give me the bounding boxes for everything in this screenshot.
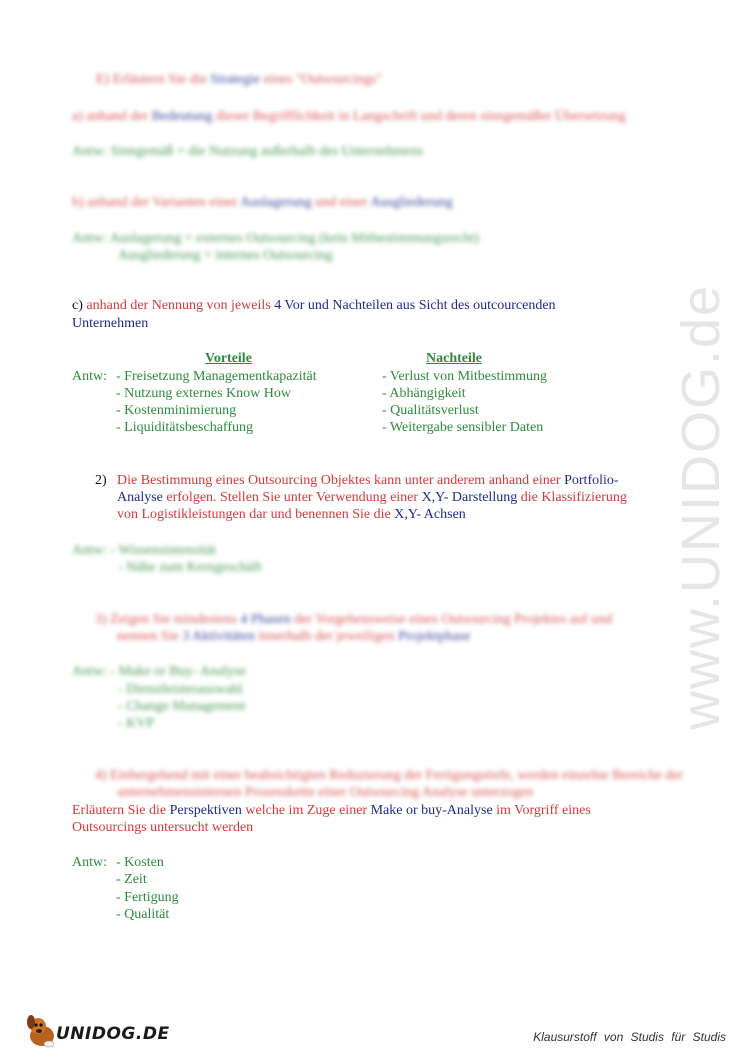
vorteil-item: - Nutzung externes Know How — [116, 386, 291, 401]
nachteil-item: - Qualitätsverlust — [382, 403, 479, 418]
question-a — [72, 108, 626, 125]
nachteil-item: - Abhängigkeit — [382, 386, 466, 401]
question-3-keyword-3: Projektphase — [398, 629, 471, 644]
vorteile-heading: Vorteile — [205, 351, 252, 366]
question-2-number: 2) — [95, 473, 107, 488]
question-2-keyword-2: Analyse — [117, 490, 163, 505]
vorteil-item: - Kostenminimierung — [116, 403, 237, 418]
footer-logo[interactable] — [22, 1010, 182, 1050]
question-b — [72, 194, 453, 211]
question-e-number: E) — [96, 72, 110, 87]
question-b-keyword-2: Ausgliederung — [370, 195, 453, 210]
question-c-prefix: c) — [72, 298, 83, 313]
answer-4-item: - Kosten — [116, 855, 164, 870]
question-a-text-1: a) anhand der — [72, 109, 149, 124]
question-4-keyword-2: Make or buy-Analyse — [370, 803, 493, 818]
question-e-keyword: Strategie — [210, 72, 261, 87]
question-e-text-1: Erläutern Sie die — [112, 72, 207, 87]
question-4-text-1: Erläutern Sie die — [72, 803, 167, 818]
question-3-line-2 — [117, 628, 470, 645]
question-2-line-1 — [117, 472, 619, 489]
nachteil-item: - Verlust von Mitbestimmung — [382, 369, 548, 384]
watermark — [670, 280, 730, 730]
question-2-keyword-1: Portfolio- — [564, 473, 619, 488]
question-3-text-4: innerhalb der jeweiligen — [258, 629, 395, 644]
question-c-line-2: Unternehmen — [72, 316, 149, 331]
answer-4-item: - Fertigung — [116, 890, 179, 905]
question-4-line-2: unternehmensinternen Prozesskette einer Outsourcing Analyse unterzogen — [117, 785, 534, 800]
question-2-line-3 — [117, 506, 466, 523]
question-2-text-1: Die Bestimmung eines Outsourcing Objektes kann unter anderem anhand einer — [117, 473, 561, 488]
question-b-text-2: und einer — [315, 195, 368, 210]
question-4-text-2: welche im Zuge einer — [245, 803, 368, 818]
question-2-keyword-4: X,Y- Achsen — [394, 507, 466, 522]
question-2-keyword-3: X,Y- Darstellung — [421, 490, 518, 505]
answer-2-line-2: - Nähe zum Kerngeschäft — [118, 560, 262, 575]
answer-4-item: - Zeit — [116, 872, 147, 887]
question-4-line-3 — [72, 802, 591, 819]
watermark-text: www.UNIDOG.de — [671, 283, 731, 730]
answer-4-label: Antw: — [72, 855, 107, 870]
answer-3-item: - Dienstleisterauswahl — [118, 682, 243, 697]
question-3-line-1 — [95, 611, 612, 628]
question-3-text-2: der Vorgehensweise eines Outsourcing Projektes auf und — [294, 612, 613, 627]
nachteile-heading: Nachteile — [426, 351, 482, 366]
answer-c-label: Antw: — [72, 369, 107, 384]
answer-b-line-2: Ausgliederung = internes Outsourcing — [118, 248, 333, 263]
footer-tagline: Klausurstoff von Studis für Studis — [533, 1030, 726, 1044]
question-c-line-1 — [72, 297, 556, 314]
answer-a: Antw: Sinngemäß = die Nutzung außerhalb des Unternehmens — [72, 144, 424, 159]
question-2-text-4: von Logistikleistungen dar und benennen Sie die — [117, 507, 391, 522]
logo-text: UNIDOG.DE — [56, 1024, 170, 1044]
answer-3-item: - Change Management — [118, 699, 246, 714]
question-b-keyword-1: Auslagerung — [240, 195, 312, 210]
answer-b-line-1: Antw: Auslagerung = externes Outsourcing (kein Mitbestimmungsrecht) — [72, 231, 479, 246]
question-3-text-1: 3) Zeigen Sie mindestens — [95, 612, 237, 627]
question-3-text-3: nennen Sie — [117, 629, 179, 644]
question-e — [96, 71, 382, 88]
question-a-text-2: dieser Begrifflichkeit in Langschrift und deren sinngemäßer Übersetzung — [215, 109, 626, 124]
question-3-keyword-1: 4 Phasen — [240, 612, 291, 627]
vorteil-item: - Freisetzung Managementkapazität — [116, 369, 317, 384]
answer-2-line-1: Antw: - Wissensintensität — [72, 543, 216, 558]
answer-3-item: - KVP — [118, 716, 155, 731]
answer-3-item: Antw: - Make or Buy- Analyse — [72, 664, 246, 679]
answer-4-item: - Qualität — [116, 907, 170, 922]
question-c-text-2: 4 Vor und Nachteilen aus Sicht des outcourcenden — [274, 298, 556, 313]
question-b-text-1: b) anhand der Varianten einer — [72, 195, 238, 210]
nachteil-item: - Weitergabe sensibler Daten — [382, 420, 544, 435]
vorteil-item: - Liquiditätsbeschaffung — [116, 420, 253, 435]
question-a-keyword: Bedeutung — [151, 109, 213, 124]
question-2-line-2 — [117, 489, 627, 506]
question-e-text-2: eines "Outsourcings" — [263, 72, 382, 87]
question-4-line-4: Outsourcings untersucht werden — [72, 820, 254, 835]
question-4-text-3: im Vorgriff eines — [496, 803, 591, 818]
question-4-line-1: 4) Einhergehend mit einer beabsichtigten Reduzierung der Fertigungstiefe, werden einzelne Bereiche der — [95, 768, 684, 783]
question-2-text-3: die Klassifizierung — [520, 490, 627, 505]
question-c-text-1: anhand der Nennung von jeweils — [86, 298, 271, 313]
question-2-text-2: erfolgen. Stellen Sie unter Verwendung einer — [166, 490, 419, 505]
question-4-keyword-1: Perspektiven — [169, 803, 242, 818]
question-3-keyword-2: 3 Aktivitäten — [182, 629, 256, 644]
